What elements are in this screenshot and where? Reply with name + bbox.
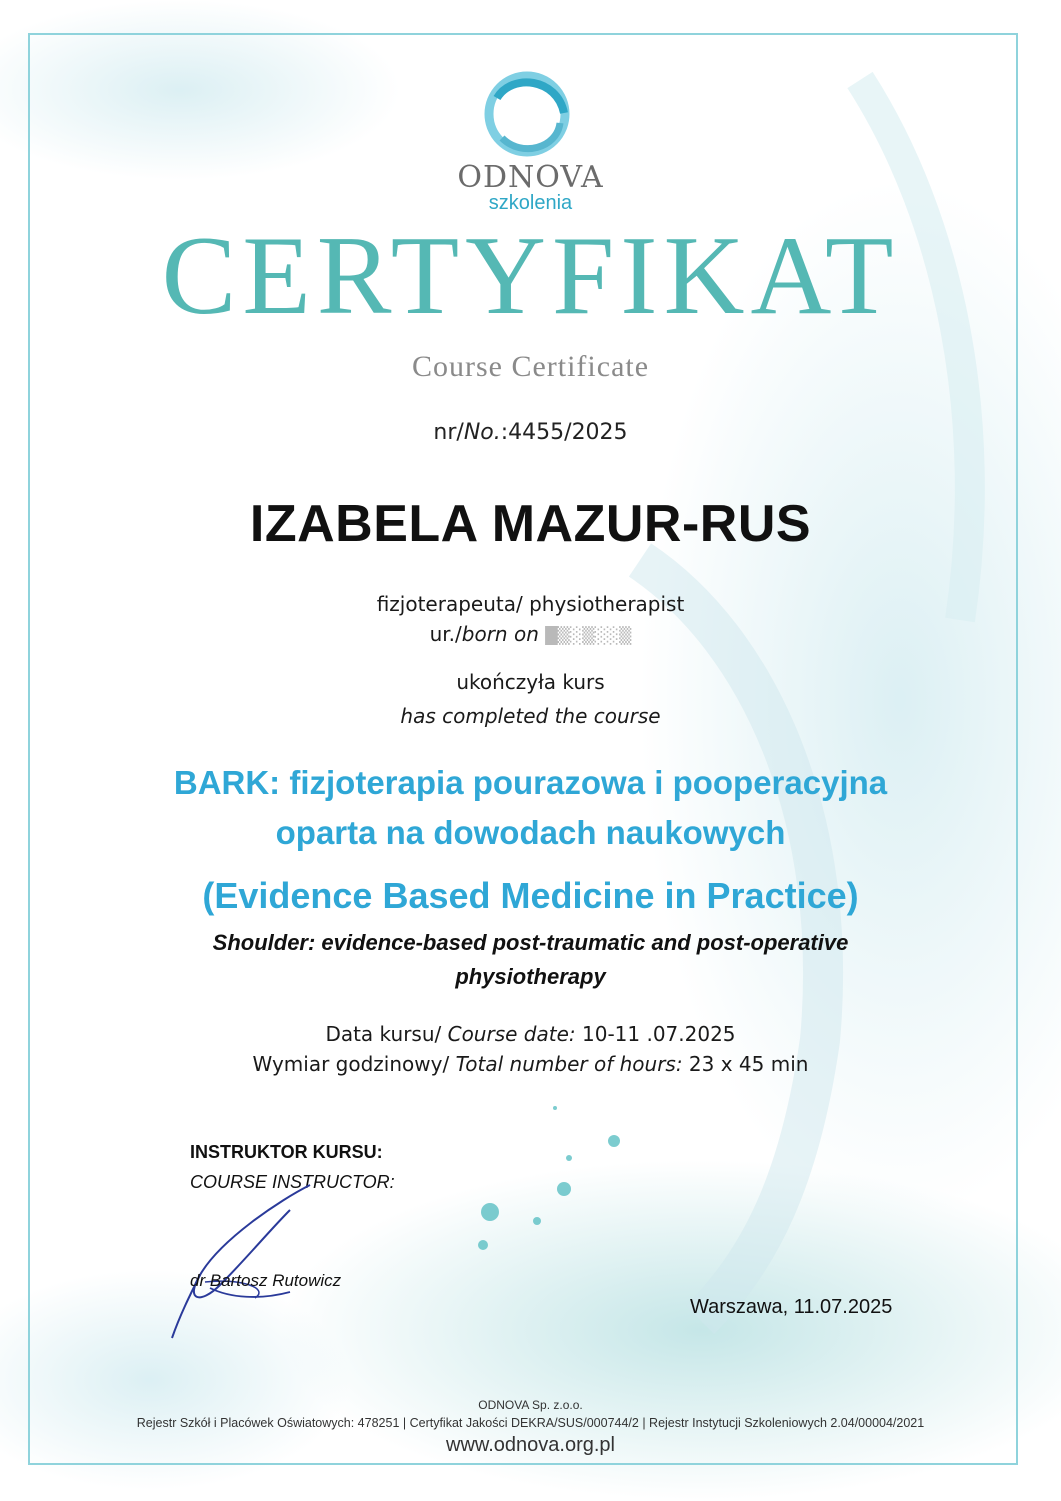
certificate-subtitle: Course Certificate	[411, 350, 650, 383]
born-label-en: born on	[461, 622, 539, 646]
completed-en: has completed the course	[400, 704, 661, 728]
recipient-profession: fizjoterapeuta/ physiotherapist	[376, 592, 685, 616]
hours-label-en: Total number of hours:	[455, 1052, 683, 1076]
instructor-name: dr Bartosz Rutowicz	[190, 1271, 342, 1290]
course-title-en-line1: Shoulder: evidence-based post-traumatic and post-operative	[212, 930, 849, 955]
hours-value: 23 x 45 min	[682, 1052, 809, 1076]
redacted-birthdate: █▒░▒░░▒	[545, 626, 632, 645]
number-label-pl: nr/	[433, 420, 464, 445]
course-title-en	[0, 926, 1061, 994]
footer-company: ODNOVA Sp. z.o.o.	[478, 1398, 583, 1412]
number-value: :4455/2025	[500, 420, 628, 445]
footer-website-link[interactable]: www.odnova.org.pl	[446, 1434, 615, 1456]
certificate-title: CERTYFIKAT	[161, 214, 900, 338]
brand-name: ODNOVA	[457, 160, 604, 195]
date-label-pl: Data kursu/	[325, 1022, 448, 1046]
completed-pl: ukończyła kurs	[456, 670, 605, 694]
date-label-en: Course date:	[447, 1022, 576, 1046]
date-value: 10-11 .07.2025	[575, 1022, 736, 1046]
place-and-date: Warszawa, 11.07.2025	[690, 1296, 893, 1318]
certificate-number	[0, 420, 1061, 445]
recipient-birth	[0, 622, 1061, 646]
number-label-en: No.	[463, 420, 501, 445]
hours-label-pl: Wymiar godzinowy/	[252, 1052, 456, 1076]
course-title-pl-line1: BARK: fizjoterapia pourazowa i pooperacyjna	[173, 764, 888, 801]
course-title-en-line2: physiotherapy	[455, 964, 606, 989]
course-date	[0, 1022, 1061, 1046]
course-title-pl-line2: oparta na dowodach naukowych	[275, 814, 786, 851]
brand-subtitle: szkolenia	[488, 192, 573, 214]
instructor-label-pl: INSTRUKTOR KURSU:	[190, 1142, 383, 1162]
recipient-name: IZABELA MAZUR-RUS	[249, 495, 812, 553]
footer-registry: Rejestr Szkół i Placówek Oświatowych: 478251 | Certyfikat Jakości DEKRA/SUS/000744/2 | Rejestr Instytucji Szkoleniowych 2.04/00004/2021	[136, 1416, 925, 1430]
instructor-signature	[160, 1180, 360, 1340]
born-label-pl: ur./	[429, 622, 462, 646]
instructor-label-en: COURSE INSTRUCTOR:	[190, 1172, 395, 1192]
course-hours	[0, 1052, 1061, 1076]
ring-swirl-logo	[472, 68, 582, 158]
course-subtitle-ebm: (Evidence Based Medicine in Practice)	[202, 875, 859, 916]
course-title-pl	[0, 758, 1061, 858]
